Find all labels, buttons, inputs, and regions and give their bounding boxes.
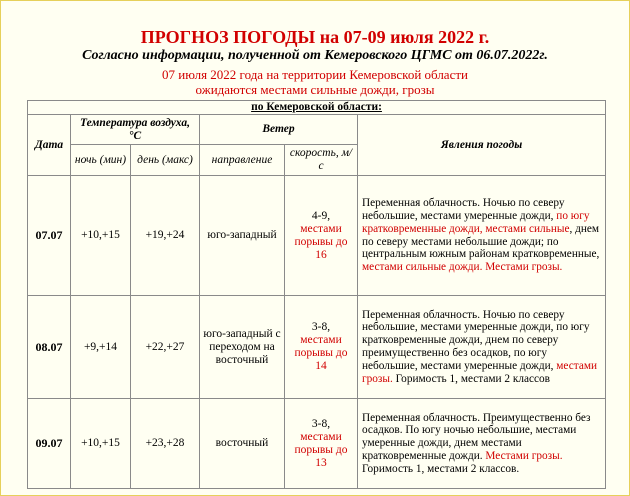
row-temp-day: +23,+28 [131, 399, 200, 489]
row-wind-dir: юго-западный с переходом на восточный [200, 296, 285, 399]
table-row [28, 296, 606, 399]
forecast-table [27, 100, 606, 489]
row-phenomena [358, 176, 606, 296]
row-date: 09.07 [28, 399, 71, 489]
col-temp-night-header: ночь (мин) [71, 145, 131, 176]
row-wind-speed [285, 296, 358, 399]
phenomena-warning: местами сильные дожди. Местами грозы. [362, 261, 563, 274]
col-temp-header: Температура воздуха, °С [71, 115, 200, 145]
row-wind-speed [285, 176, 358, 296]
phenomena-text: Горимость 1, местами 2 классов [392, 372, 551, 385]
row-temp-night: +9,+14 [71, 296, 131, 399]
col-wind-dir-header: направление [200, 145, 285, 176]
row-wind-dir: юго-западный [200, 176, 285, 296]
table-row [28, 399, 606, 489]
page-subtitle: Согласно информации, полученной от Кемеровского ЦГМС от 06.07.2022г. [82, 48, 548, 63]
col-phenomena-header: Явления погоды [358, 115, 606, 176]
phenomena-text: Переменная облачность. Ночью по северу небольшие, местами умеренные дожди, [362, 197, 565, 222]
warning-line-1: 07 июля 2022 года на территории Кемеровской области [162, 67, 468, 82]
phenomena-text: Горимость 1, местами 2 классов. [362, 462, 520, 475]
row-date: 08.07 [28, 296, 71, 399]
row-temp-night: +10,+15 [71, 399, 131, 489]
gusts-value: местами порывы до 13 [294, 430, 348, 469]
col-date-header: Дата [28, 115, 71, 176]
col-wind-speed-header: скорость, м/с [285, 145, 358, 176]
table-row [28, 176, 606, 296]
row-wind-dir: восточный [200, 399, 285, 489]
col-temp-day-header: день (макс) [131, 145, 200, 176]
region-header: по Кемеровской области: [28, 101, 606, 115]
row-phenomena [358, 296, 606, 399]
speed-value: 3-8, [311, 417, 331, 430]
speed-value: 3-8, [311, 321, 331, 333]
speed-value: 4-9, [311, 209, 331, 222]
row-phenomena [358, 399, 606, 489]
col-wind-header: Ветер [200, 115, 358, 145]
row-wind-speed [285, 399, 358, 489]
warning-line-2: ожидаются местами сильные дожди, грозы [195, 82, 435, 97]
phenomena-warning: местами грозы. [362, 359, 598, 385]
row-temp-day: +19,+24 [131, 176, 200, 296]
phenomena-text: Переменная облачность. Преимущественно без осадков. По югу ночью небольшие, местами умеренные дожди, днем местами кратковременные дожди. [362, 411, 591, 462]
gusts-value: местами порывы до 16 [294, 222, 348, 261]
phenomena-text: Переменная облачность. Ночью по северу небольшие, местами умеренные дожди, по югу кратковременные дожди, днем по северу преимущественно без осадков, по югу небольшие, местами умеренные дожди, [362, 308, 590, 372]
phenomena-warning: Местами грозы. [485, 449, 563, 462]
row-temp-night: +10,+15 [71, 176, 131, 296]
page-title: ПРОГНОЗ ПОГОДЫ на 07-09 июля 2022 г. [140, 27, 490, 47]
phenomena-warning: по югу кратковременные дожди, местами сильные [362, 209, 590, 235]
phenomena-text: , днем по северу местами небольшие дожди; по центральным южным районам кратковременные, [362, 222, 600, 261]
row-temp-day: +22,+27 [131, 296, 200, 399]
row-date: 07.07 [28, 176, 71, 296]
gusts-value: местами порывы до 14 [294, 334, 348, 372]
